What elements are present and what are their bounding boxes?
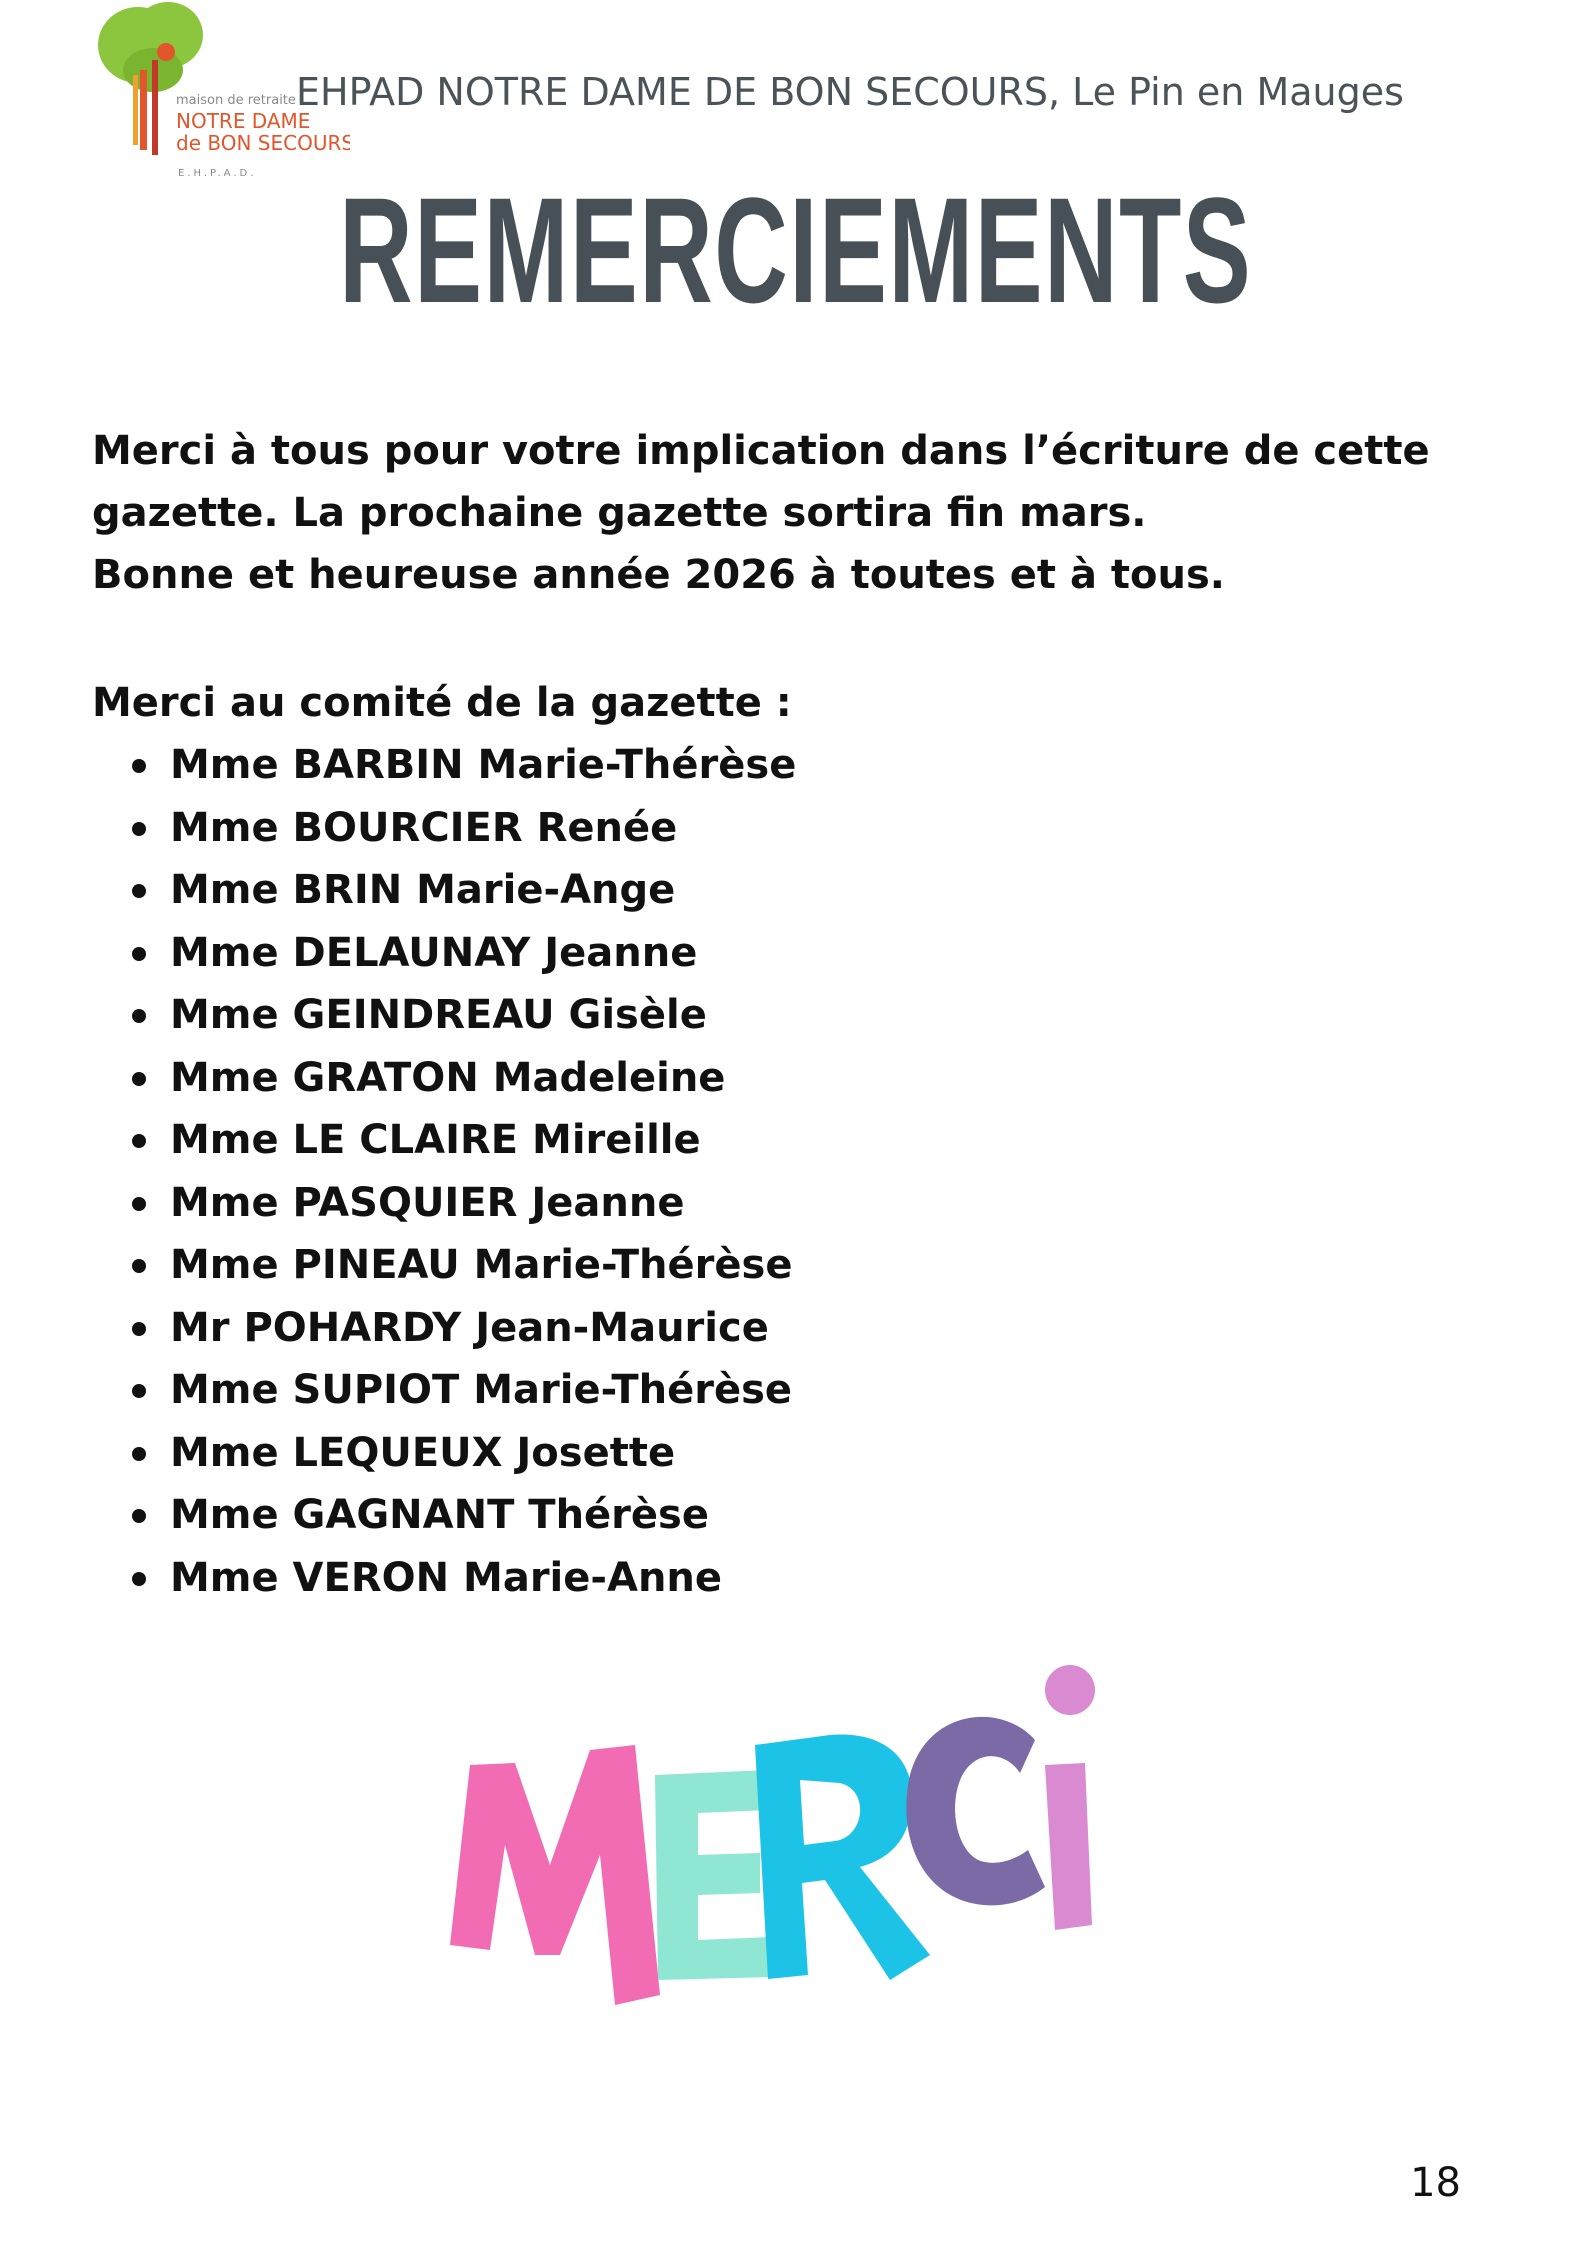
logo-line-2: NOTRE DAME: [176, 109, 311, 133]
merci-letter-m: [450, 1745, 660, 2005]
list-item: Mme LE CLAIRE Mireille: [92, 1109, 796, 1172]
merci-letter-e: [655, 1770, 772, 1980]
logo-line-4: E.H.P.A.D.: [178, 168, 257, 179]
list-item: Mme BRIN Marie-Ange: [92, 859, 796, 922]
logo-line-3: de BON SECOURS: [176, 131, 350, 155]
list-item: Mme SUPIOT Marie-Thérèse: [92, 1359, 796, 1422]
list-item: Mme BOURCIER Renée: [92, 797, 796, 860]
merci-letter-i-dot: [1045, 1665, 1095, 1715]
list-item: Mme BARBIN Marie-Thérèse: [92, 734, 796, 797]
list-item: Mme PASQUIER Jeanne: [92, 1172, 796, 1235]
committee-members-list: [92, 734, 796, 1609]
committee-heading: Merci au comité de la gazette :: [92, 680, 792, 726]
page-number: 18: [1410, 2160, 1461, 2206]
list-item: Mme GRATON Madeleine: [92, 1047, 796, 1110]
merci-art-svg: [430, 1655, 1110, 2035]
list-item: Mme VERON Marie-Anne: [92, 1547, 796, 1610]
merci-illustration: [430, 1655, 1110, 2035]
header-title: EHPAD NOTRE DAME DE BON SECOURS, Le Pin en Mauges: [296, 70, 1404, 114]
merci-letter-r: [755, 1735, 930, 1980]
intro-line: Merci à tous pour votre implication dans l’écriture de cette: [92, 428, 1430, 474]
intro-line: gazette. La prochaine gazette sortira fin mars.: [92, 490, 1147, 536]
merci-letter-c: [906, 1717, 1045, 1905]
list-item: Mme GAGNANT Thérèse: [92, 1484, 796, 1547]
page-title: REMERCIEMENTS: [339, 166, 1253, 334]
list-item: Mr POHARDY Jean-Maurice: [92, 1297, 796, 1360]
list-item: Mme DELAUNAY Jeanne: [92, 922, 796, 985]
list-item: Mme PINEAU Marie-Thérèse: [92, 1234, 796, 1297]
list-item: Mme GEINDREAU Gisèle: [92, 984, 796, 1047]
logo-line-1: maison de retraite: [176, 93, 296, 108]
intro-paragraph: [92, 420, 1512, 606]
intro-line: Bonne et heureuse année 2026 à toutes et à tous.: [92, 552, 1225, 598]
merci-letter-i: [1045, 1763, 1092, 1930]
list-item: Mme LEQUEUX Josette: [92, 1422, 796, 1485]
